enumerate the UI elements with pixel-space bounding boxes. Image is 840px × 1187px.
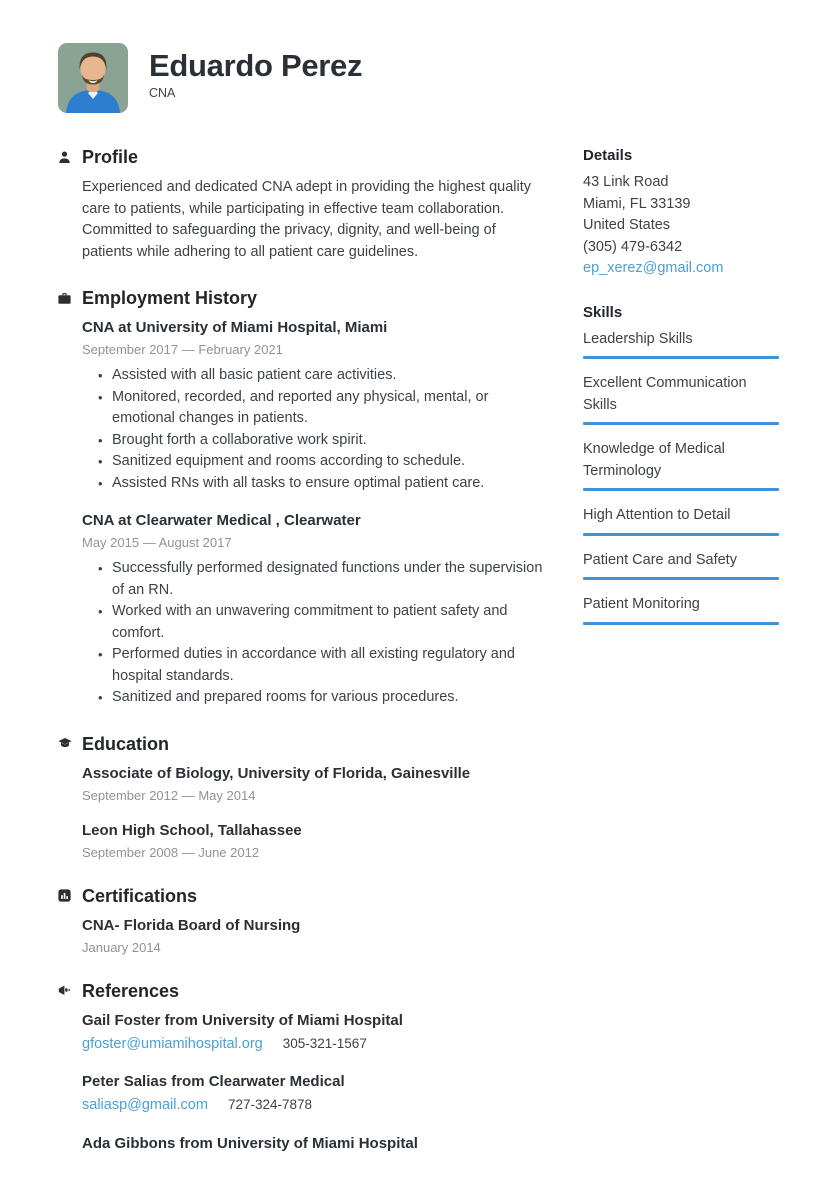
skill-level-bar	[583, 577, 779, 580]
education-title: Associate of Biology, University of Florida, Gainesville	[82, 764, 471, 782]
section-education	[58, 733, 547, 861]
reference-contact-row	[82, 1095, 547, 1117]
details-heading: Details	[583, 147, 633, 164]
job-bullet: • Sanitized and prepared rooms for various procedures.	[98, 687, 547, 709]
skills-list	[583, 329, 779, 625]
job-bullet-list	[82, 365, 547, 494]
briefcase-icon	[58, 292, 82, 305]
job-bullet: • Assisted RNs with all tasks to ensure optimal patient care.	[98, 473, 547, 495]
profile-section-header	[58, 146, 547, 168]
profile-heading: Profile	[82, 147, 139, 167]
job-title: CNA at University of Miami Hospital, Miami	[82, 319, 388, 336]
skill-label: High Attention to Detail	[583, 507, 731, 523]
address-country: United States	[583, 217, 671, 233]
skill-level-bar	[583, 356, 779, 359]
email-link[interactable]: ep_xerez@gmail.com	[583, 260, 724, 276]
reference-email-link[interactable]: gfoster@umiamihospital.org	[82, 1035, 263, 1052]
chart-badge-icon	[58, 889, 82, 902]
employment-section-header	[58, 287, 547, 309]
skills-block	[583, 303, 779, 625]
reference-entry	[82, 1072, 547, 1117]
resume-header	[0, 0, 840, 113]
section-employment-history	[58, 287, 547, 709]
reference-name: Peter Salias from Clearwater Medical	[82, 1073, 345, 1090]
address-line-1: 43 Link Road	[583, 174, 669, 190]
skill-label: Leadership Skills	[583, 330, 693, 347]
job-bullet: • Assisted with all basic patient care activities.	[98, 365, 547, 387]
skill-label: Patient Monitoring	[583, 596, 700, 612]
job-bullet-list	[82, 558, 547, 709]
job-bullet: • Worked with an unwavering commitment to patient safety and comfort.	[98, 601, 547, 644]
skill-level-bar	[583, 488, 779, 491]
certifications-heading: Certifications	[82, 885, 198, 906]
skill-level-bar	[583, 533, 779, 536]
profile-photo	[58, 43, 128, 113]
reference-entry	[82, 1134, 547, 1154]
job-dates: September 2017 — February 2021	[82, 342, 283, 357]
reference-name: Ada Gibbons from University of Miami Hospital	[82, 1134, 418, 1152]
sidebar-column	[583, 146, 779, 1178]
main-column	[58, 146, 547, 1178]
avatar-illustration	[58, 43, 128, 113]
phone-number: (305) 479-6342	[583, 238, 683, 255]
skill-item	[583, 505, 779, 536]
education-section-header	[58, 733, 547, 755]
job-bullet: • Performed duties in accordance with all existing regulatory and hospital standards.	[98, 644, 547, 687]
job-dates: May 2015 — August 2017	[82, 535, 232, 550]
megaphone-icon	[58, 984, 82, 997]
profile-summary: Experienced and dedicated CNA adept in providing the highest quality care to patients, while participating in effective team collaboration. Committed to safeguarding the privacy, dignity, and well-being of patients while adhering to all patient care guidelines.	[82, 179, 531, 260]
skills-heading: Skills	[583, 303, 623, 321]
identity-block	[149, 43, 362, 100]
graduation-cap-icon	[58, 737, 82, 750]
job-bullet: • Sanitized equipment and rooms according to schedule.	[98, 451, 547, 473]
details-block	[583, 146, 779, 280]
address-line-2: Miami, FL 33139	[583, 195, 691, 212]
references-heading: References	[82, 980, 180, 1001]
job-entry	[82, 318, 547, 494]
education-entry	[82, 764, 547, 804]
skill-label: Knowledge of Medical Terminology	[583, 441, 725, 479]
skill-item	[583, 439, 779, 491]
skill-level-bar	[583, 622, 779, 625]
education-dates: September 2012 — May 2014	[82, 787, 256, 803]
job-entry	[82, 511, 547, 709]
education-dates: September 2008 — June 2012	[82, 844, 260, 860]
section-references	[58, 980, 547, 1154]
reference-entry	[82, 1011, 547, 1056]
education-entry	[82, 821, 547, 861]
reference-contact-row	[82, 1034, 547, 1056]
references-section-header	[58, 980, 547, 1002]
skill-item	[583, 594, 779, 625]
resume-body	[0, 113, 840, 1178]
reference-email-link[interactable]: saliasp@gmail.com	[82, 1097, 208, 1113]
education-title: Leon High School, Tallahassee	[82, 821, 302, 839]
certification-dates: January 2014	[82, 939, 161, 955]
certifications-section-header	[58, 885, 547, 907]
job-bullet: • Brought forth a collaborative work spirit.	[98, 430, 547, 452]
reference-name: Gail Foster from University of Miami Hospital	[82, 1011, 403, 1029]
skill-item	[583, 550, 779, 581]
candidate-job-title: CNA	[149, 86, 176, 100]
reference-phone: 305-321-1567	[282, 1035, 367, 1051]
person-icon	[58, 151, 82, 164]
candidate-name: Eduardo Perez	[149, 48, 363, 83]
skill-item	[583, 373, 779, 425]
section-certifications	[58, 885, 547, 956]
section-profile	[58, 146, 547, 263]
certification-entry	[82, 916, 547, 956]
skill-item	[583, 329, 779, 360]
job-bullet: • Monitored, recorded, and reported any physical, mental, or emotional changes in patients.	[98, 387, 547, 430]
skill-label: Patient Care and Safety	[583, 551, 737, 568]
employment-heading: Employment History	[82, 288, 258, 308]
job-bullet: • Successfully performed designated functions under the supervision of an RN.	[98, 558, 547, 601]
job-title: CNA at Clearwater Medical , Clearwater	[82, 512, 361, 529]
skill-level-bar	[583, 422, 779, 425]
reference-phone: 727-324-7878	[227, 1097, 313, 1112]
education-heading: Education	[82, 733, 170, 754]
certification-title: CNA- Florida Board of Nursing	[82, 916, 301, 934]
skill-label: Excellent Communication Skills	[583, 375, 747, 413]
